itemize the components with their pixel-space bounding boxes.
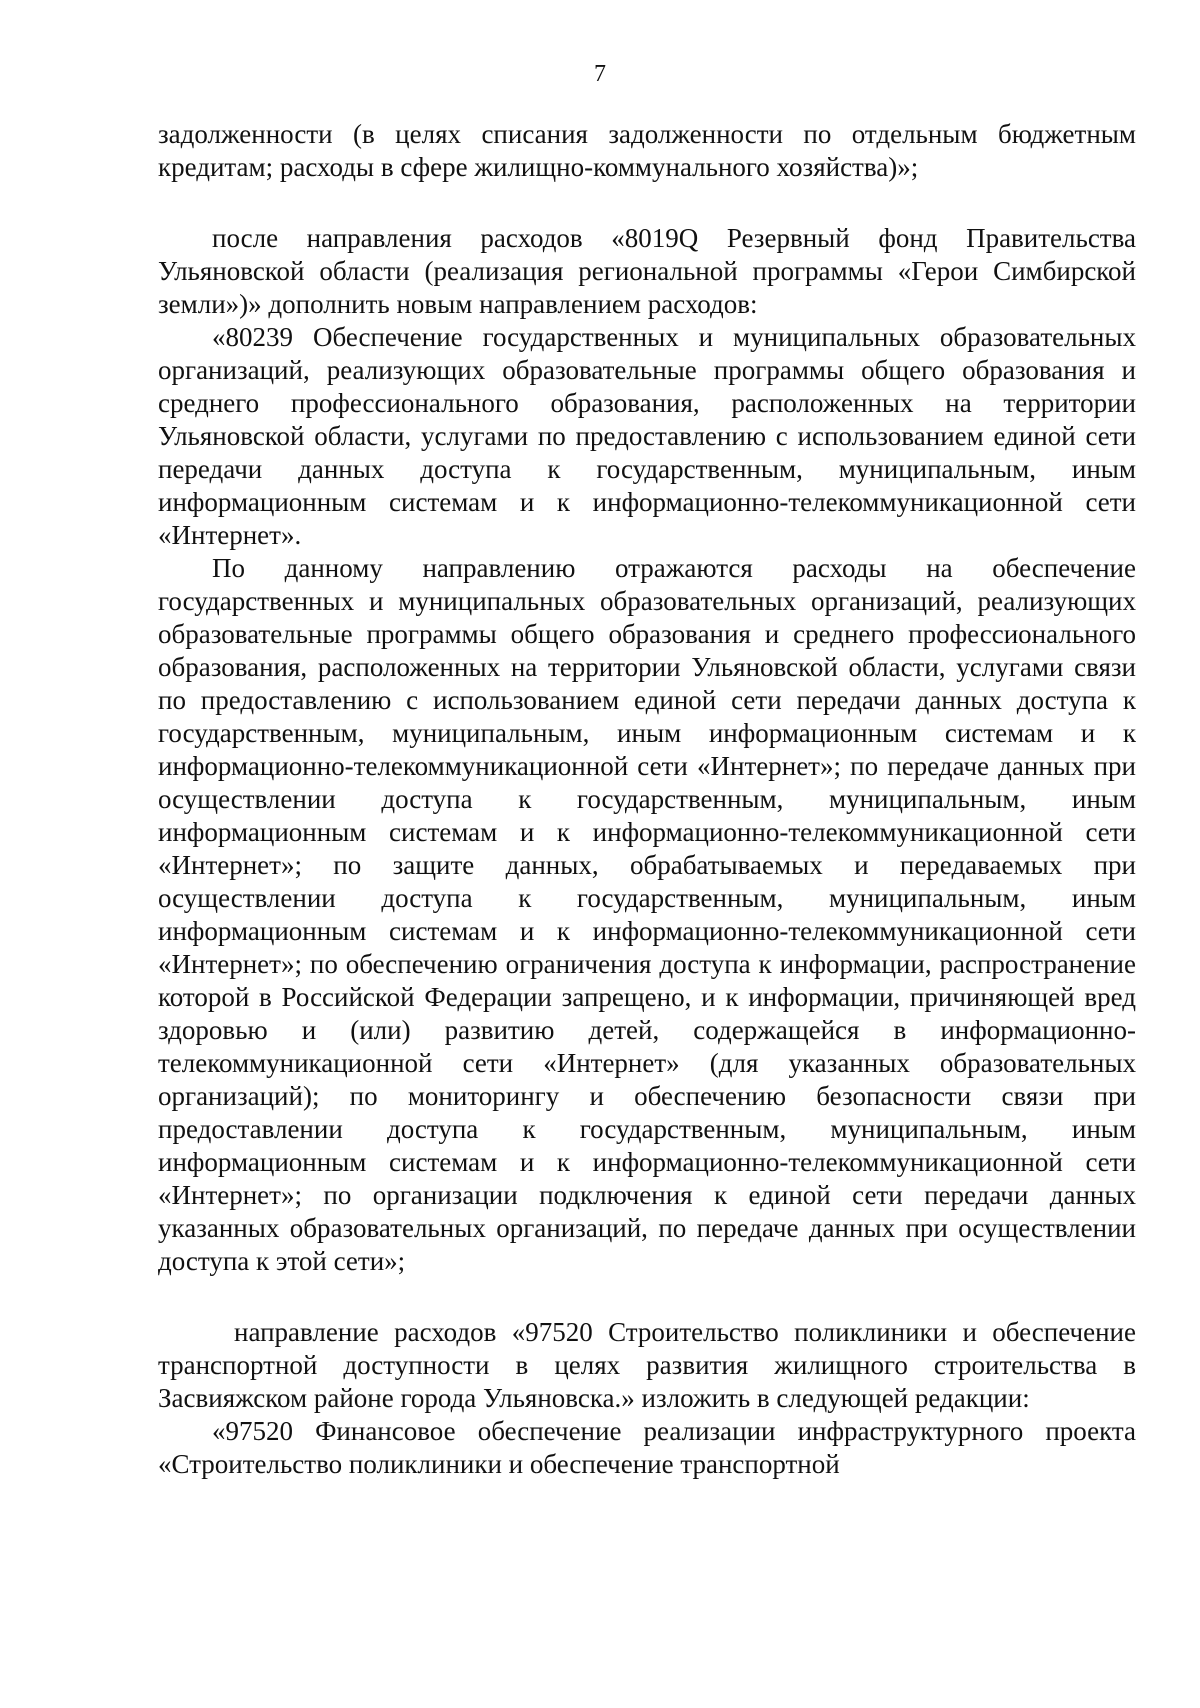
- paragraph-expense-description: По данному направлению отражаются расходы на обеспечение государственных и муниципальных образовательных организаций, реализующих образовательные программы общего образования и среднего профессионального образования, расположенных на территории Ульяновской области, услугами связи по предоставлению с использованием единой сети передачи данных доступа к государственным, муниципальным, иным информационным системам и к информационно-телекоммуникационной сети «Интернет»; по передаче данных при осуществлении доступа к государственным, муниципальным, иным информационным системам и к информационно-телекоммуникационной сети «Интернет»; по защите данных, обрабатываемых и передаваемых при осуществлении доступа к государственным, муниципальным, иным информационным системам и к информационно-телекоммуникационной сети «Интернет»; по обеспечению ограничения доступа к информации, распространение которой в Российской Федерации запрещено, и к информации, причиняющей вред здоровью и (или) развитию детей, содержащейся в информационно-телекоммуникационной сети «Интернет» (для указанных образовательных организаций); по мониторингу и обеспечению безопасности связи при предоставлении доступа к государственным, муниципальным, иным информационным системам и к информационно-телекоммуникационной сети «Интернет»; по организации подключения к единой сети передачи данных указанных образовательных организаций, по передаче данных при осуществлении доступа к этой сети»;: [158, 553, 1136, 1276]
- document-body: [158, 118, 1136, 1481]
- paragraph-gap: [158, 1278, 1136, 1316]
- paragraph-amendment-intro: после направления расходов «8019Q Резервный фонд Правительства Ульяновской области (реализация региональной программы «Герои Симбирской земли»)» дополнить новым направлением расходов:: [158, 223, 1136, 319]
- paragraph-expense-97520: «97520 Финансовое обеспечение реализации инфраструктурного проекта «Строительство поликлиники и обеспечение транспортной: [158, 1416, 1136, 1479]
- paragraph-gap: [158, 184, 1136, 222]
- paragraph-continuation: задолженности (в целях списания задолженности по отдельным бюджетным кредитам; расходы в сфере жилищно-коммунального хозяйства)»;: [158, 119, 1136, 182]
- paragraph-amendment-97520: направление расходов «97520 Строительство поликлиники и обеспечение транспортной доступности в целях развития жилищного строительства в Засвияжском районе города Ульяновска.» изложить в следующей редакции:: [158, 1317, 1136, 1413]
- page-number: 7: [594, 61, 606, 87]
- paragraph-expense-80239: «80239 Обеспечение государственных и муниципальных образовательных организаций, реализующих образовательные программы общего образования и среднего профессионального образования, расположенных на территории Ульяновской области, услугами по предоставлению с использованием единой сети передачи данных доступа к государственным, муниципальным, иным информационным системам и к информационно-телекоммуникационной сети «Интернет».: [158, 322, 1136, 550]
